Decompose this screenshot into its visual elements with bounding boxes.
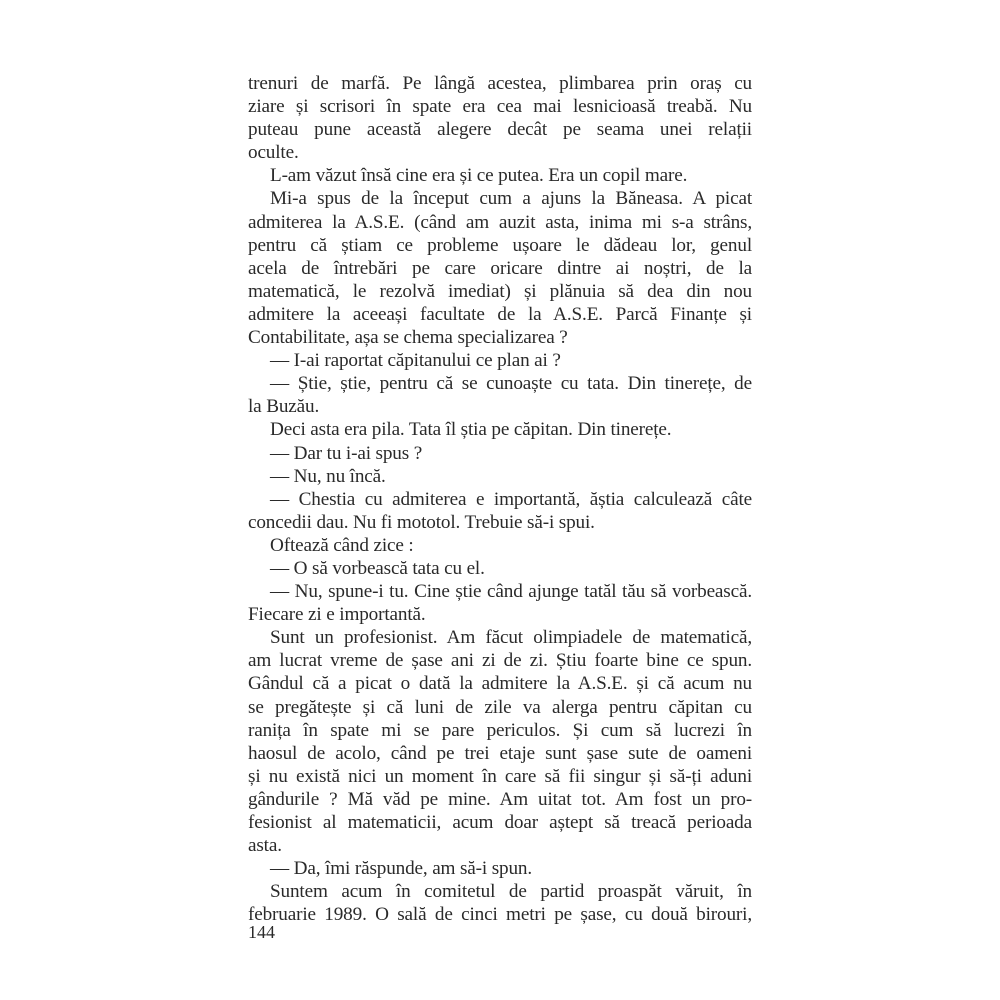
text-line: fesionist al matematicii, acum doar aștept să treacă perioada bbox=[248, 812, 752, 833]
text-line: — Știe, știe, pentru că se cunoaște cu tata. Din tinerețe, de bbox=[270, 373, 752, 395]
text-line: ziare și scrisori în spate era cea mai lesnicioasă treabă. Nu bbox=[248, 96, 752, 118]
text-line: Mi-a spus de la început cum a ajuns la Băneasa. A picat bbox=[270, 188, 752, 210]
text-line: — Dar tu i-ai spus ? bbox=[270, 442, 423, 464]
text-line: asta. bbox=[248, 835, 282, 857]
text-line: — Da, îmi răspunde, am să-i spun. bbox=[270, 858, 533, 880]
text-line: Gândul că a picat o dată la admitere la A.S.E. și că acum nu bbox=[248, 673, 752, 695]
text-line: acela de întrebări pe care oricare dintre ai noștri, de la bbox=[248, 257, 752, 279]
text-line: — O să vorbească tata cu el. bbox=[270, 557, 485, 579]
text-line: puteau pune această alegere decât pe seama unei relații bbox=[248, 119, 752, 141]
text-line: Oftează când zice : bbox=[270, 534, 414, 556]
text-line: Sunt un profesionist. Am făcut olimpiadele de matematică, bbox=[270, 627, 752, 649]
text-line: pentru că știam ce probleme ușoare le dădeau lor, genul bbox=[248, 234, 752, 256]
text-line: concedii dau. Nu fi mototol. Trebuie să-i spui. bbox=[248, 511, 595, 533]
text-line: februarie 1989. O sală de cinci metri pe șase, cu două birouri, bbox=[248, 904, 752, 926]
text-line: haosul de acolo, când pe trei etaje sunt șase sute de oameni bbox=[248, 742, 752, 764]
text-line: Contabilitate, așa se chema specializarea ? bbox=[248, 327, 568, 349]
text-line: oculte. bbox=[248, 142, 299, 164]
text-line: L-am văzut însă cine era și ce putea. Era un copil mare. bbox=[270, 165, 688, 187]
page-body-text bbox=[248, 72, 752, 926]
text-line: gândurile ? Mă văd pe mine. Am uitat tot. Am fost un pro- bbox=[248, 788, 752, 810]
text-line: — I-ai raportat căpitanului ce plan ai ? bbox=[270, 350, 561, 372]
text-line: — Nu, spune-i tu. Cine știe când ajunge tatăl tău să vorbească. bbox=[270, 581, 752, 603]
text-line: am lucrat vreme de șase ani zi de zi. Știu foarte bine ce spun. bbox=[248, 650, 752, 672]
text-line: și nu există nici un moment în care să fii singur și să-ți aduni bbox=[248, 765, 752, 787]
text-line: la Buzău. bbox=[248, 396, 320, 418]
text-line: Deci asta era pila. Tata îl știa pe căpitan. Din tinerețe. bbox=[270, 419, 672, 441]
text-line: matematică, le rezolvă imediat) și plănuia să dea din nou bbox=[248, 280, 752, 302]
text-line: Suntem acum în comitetul de partid proaspăt văruit, în bbox=[270, 881, 752, 903]
text-line: admiterea la A.S.E. (când am auzit asta, inima mi s-a strâns, bbox=[248, 211, 752, 233]
text-line: Fiecare zi e importantă. bbox=[248, 604, 426, 626]
text-line: ranița în spate mi se pare periculos. Și cum să lucrezi în bbox=[248, 719, 752, 741]
page-number: 144 bbox=[248, 922, 275, 942]
text-line: trenuri de marfă. Pe lângă acestea, plimbarea prin oraș cu bbox=[248, 73, 752, 94]
text-line: se pregătește și că luni de zile va alerga pentru căpitan cu bbox=[248, 696, 752, 718]
text-line: admitere la aceeași facultate de la A.S.E. Parcă Finanțe și bbox=[248, 303, 752, 325]
text-line: — Nu, nu încă. bbox=[270, 465, 386, 487]
text-line: — Chestia cu admiterea e importantă, ăștia calculează câte bbox=[270, 488, 752, 510]
